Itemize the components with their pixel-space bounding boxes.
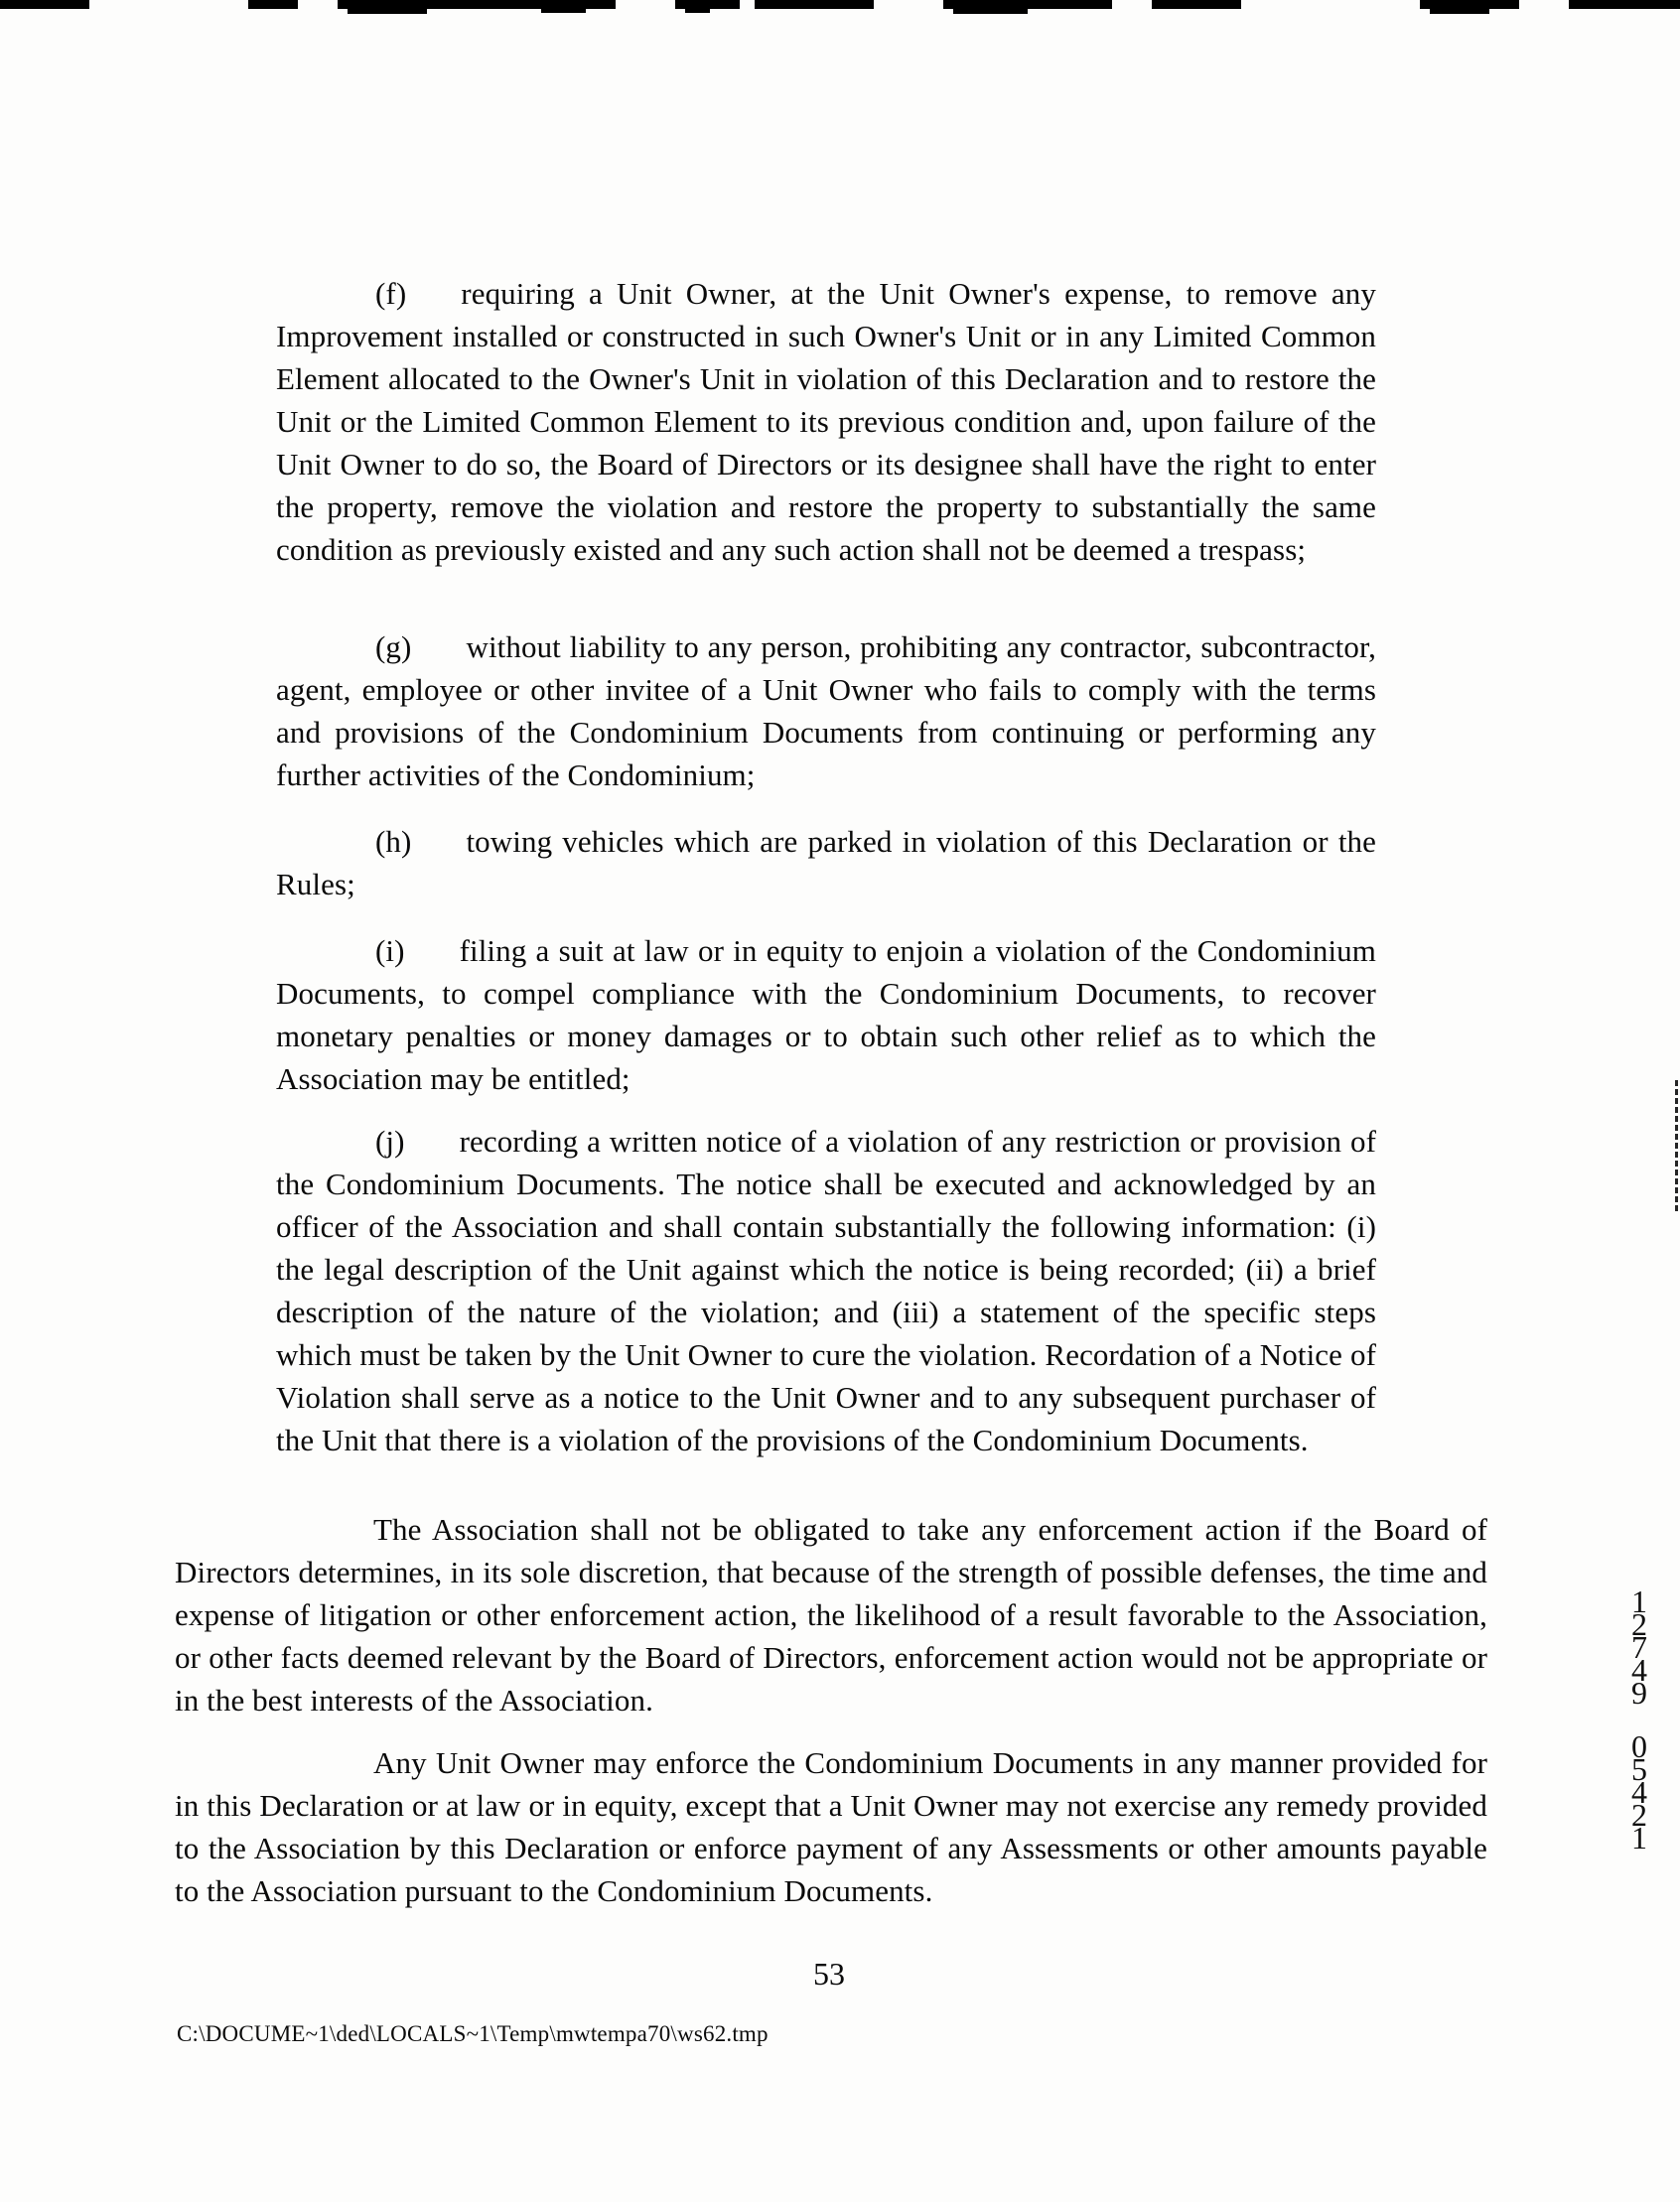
scan-noise-gap bbox=[616, 0, 675, 9]
scan-noise-gap bbox=[89, 0, 248, 9]
paragraph-g-text: without liability to any person, prohibiting any contractor, subcontractor, agent, employee or other invitee of a Unit Owner who fails to comply with the terms and provisions of the Condominium Documents from continuing or performing any further activities of the Condominium; bbox=[276, 629, 1376, 792]
paragraph-h-text: towing vehicles which are parked in violation of this Declaration or the Rules; bbox=[276, 824, 1376, 901]
paragraph-unit-owner-enforcement: Any Unit Owner may enforce the Condominium Documents in any manner provided for in this Declaration or at law or in equity, except that a Unit Owner may not exercise any remedy provided to the Association by this Declaration or enforce payment of any Assessments or other amounts payable to the Association pursuant to the Condominium Documents. bbox=[175, 1745, 1487, 1908]
scan-noise-speck bbox=[348, 9, 427, 14]
paragraph-j-text: recording a written notice of a violation of any restriction or provision of the Condominium Documents. The notice shall be executed and acknowledged by an officer of the Association and shall contain substantially the following information: (i) the legal description of the Unit against which the notice is being recorded; (ii) a brief description of the nature of the violation; and (iii) a statement of the specific steps which must be taken by the Unit Owner to cure the violation. Recordation of a Notice of Violation shall serve as a notice to the Unit Owner and to any subsequent purchaser of the Unit that there is a violation of the provisions of the Condominium Documents. bbox=[276, 1124, 1376, 1457]
scan-noise-speck bbox=[1430, 9, 1489, 14]
paragraph-f-text: requiring a Unit Owner, at the Unit Owner's expense, to remove any Improvement installed or constructed in such Owner's Unit or in any Limited Common Element allocated to the Owner's Unit in violation of this Declaration and to restore the Unit or the Limited Common Element to its previous condition and, upon failure of the Unit Owner to do so, the Board of Directors or its designee shall have the right to enter the property, remove the violation and restore the property to substantially the same condition as previously existed and any such action shall not be deemed a trespass; bbox=[276, 276, 1376, 567]
paragraph-j bbox=[276, 1120, 1376, 1461]
scan-noise-gap bbox=[740, 0, 755, 9]
scan-noise-speck bbox=[953, 9, 1028, 14]
paragraph-h bbox=[276, 820, 1376, 905]
paragraph-h-label: (h) bbox=[375, 824, 412, 859]
tab-gap bbox=[406, 303, 461, 304]
tab-gap bbox=[411, 656, 466, 657]
paragraph-g bbox=[276, 625, 1376, 796]
paragraph-j-label: (j) bbox=[375, 1124, 405, 1159]
recorder-stamp-number-top: 12749 bbox=[1631, 1583, 1647, 1711]
paragraph-i-text: filing a suit at law or in equity to enjoin a violation of the Condominium Documents, to compel compliance with the Condominium Documents, to recover monetary penalties or money damages or to obtain such other relief as to which the Association may be entitled; bbox=[276, 933, 1376, 1096]
scan-noise-speck bbox=[541, 9, 586, 13]
scan-noise-bar bbox=[0, 0, 1680, 9]
paragraph-f bbox=[276, 272, 1376, 571]
scan-noise-gap bbox=[874, 0, 943, 9]
recorder-stamp-number-bottom: 05421 bbox=[1631, 1728, 1647, 1856]
paragraph-i bbox=[276, 929, 1376, 1100]
edge-scan-artifact bbox=[1675, 1080, 1678, 1211]
scan-noise-gap bbox=[1112, 0, 1152, 9]
scan-noise-gap bbox=[1241, 0, 1420, 9]
scan-noise-gap bbox=[298, 0, 338, 9]
page-number: 53 bbox=[813, 1956, 845, 1992]
tab-gap bbox=[405, 1151, 460, 1152]
tab-gap bbox=[411, 851, 466, 852]
footer-file-path: C:\DOCUME~1\ded\LOCALS~1\Temp\mwtempa70\ws62.tmp bbox=[177, 2021, 769, 2046]
paragraph-f-label: (f) bbox=[375, 276, 407, 311]
paragraph-association-enforcement: The Association shall not be obligated to take any enforcement action if the Board of Directors determines, in its sole discretion, that because of the strength of possible defenses, the time and expense of litigation or other enforcement action, the likelihood of a result favorable to the Association, or other facts deemed relevant by the Board of Directors, enforcement action would not be appropriate or in the best interests of the Association. bbox=[175, 1512, 1487, 1718]
scan-noise-gap bbox=[1519, 0, 1569, 9]
paragraph-i-label: (i) bbox=[375, 933, 405, 968]
scan-noise-speck bbox=[685, 9, 710, 13]
tab-gap bbox=[405, 960, 460, 961]
paragraph-g-label: (g) bbox=[375, 629, 412, 664]
